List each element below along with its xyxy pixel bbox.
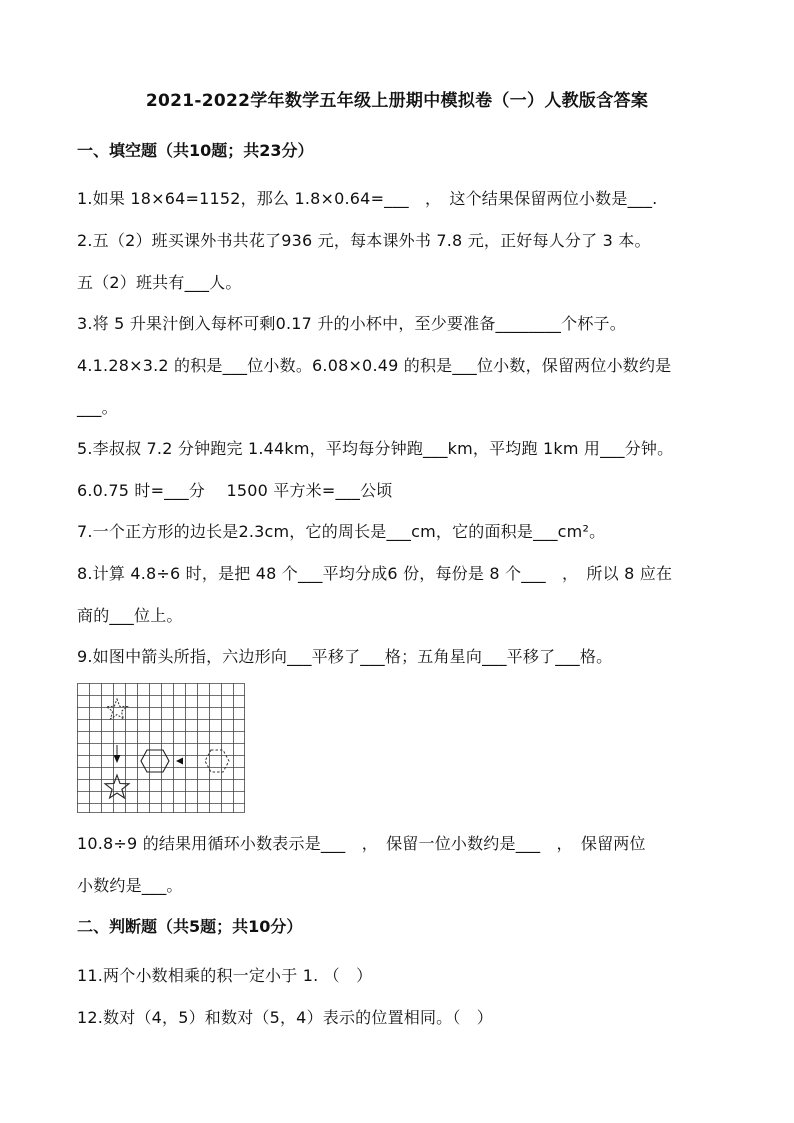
question-line: 11.两个小数相乘的积一定小于 1. （ ） [77,966,373,985]
question-line: 商的___位上。 [77,606,183,625]
question-line: 8.计算 4.8÷6 时，是把 48 个___平均分成6 份，每份是 8 个___ ， 所以 8 应在 [77,564,673,583]
question-line: 3.将 5 升果汁倒入每杯可剩0.17 升的小杯中，至少要准备________个杯子。 [77,314,626,333]
question-line: 1.如果 18×64=1152，那么 1.8×0.64=___ ， 这个结果保留两位小数是___. [77,189,658,208]
arrow-left-icon [176,758,183,765]
question-line: 4.1.28×3.2 的积是___位小数。6.08×0.49 的积是___位小数，保留两位小数约是 [77,356,672,375]
hexagon-moved-icon [141,750,169,772]
question-line: 五（2）班共有___人。 [77,273,242,292]
page-title: 2021-2022学年数学五年级上册期中模拟卷（一）人教版含答案 [145,91,649,111]
question-line: 2.五（2）班买课外书共花了936 元，每本课外书 7.8 元，正好每人分了 3 本。 [77,231,651,250]
translation-grid-figure [77,683,245,813]
grid-svg [77,683,245,813]
arrow-down-icon [114,755,121,763]
question-line: 12.数对（4，5）和数对（5，4）表示的位置相同。（ ） [77,1008,493,1027]
question-line: ___。 [77,398,118,417]
question-line: 小数约是___。 [77,876,183,895]
question-line: 9.如图中箭头所指，六边形向___平移了___格；五角星向___平移了___格。 [77,647,613,666]
question-line: 7.一个正方形的边长是2.3cm，它的周长是___cm，它的面积是___cm²。 [77,522,606,541]
star-original-icon [107,699,128,719]
question-line: 10.8÷9 的结果用循环小数表示是___ ， 保留一位小数约是___ ， 保留两位 [77,834,646,853]
question-line: 6.0.75 时=___分 1500 平方米=___公顷 [77,481,393,500]
section-heading-judgment: 二、判断题（共5题；共10分） [77,917,303,936]
grid-lines [77,683,245,813]
question-line: 5.李叔叔 7.2 分钟跑完 1.44km，平均每分钟跑___km，平均跑 1km 用___分钟。 [77,439,674,458]
section-heading-fill-blank: 一、填空题（共10题；共23分） [77,141,314,160]
hexagon-original-icon [205,750,229,772]
